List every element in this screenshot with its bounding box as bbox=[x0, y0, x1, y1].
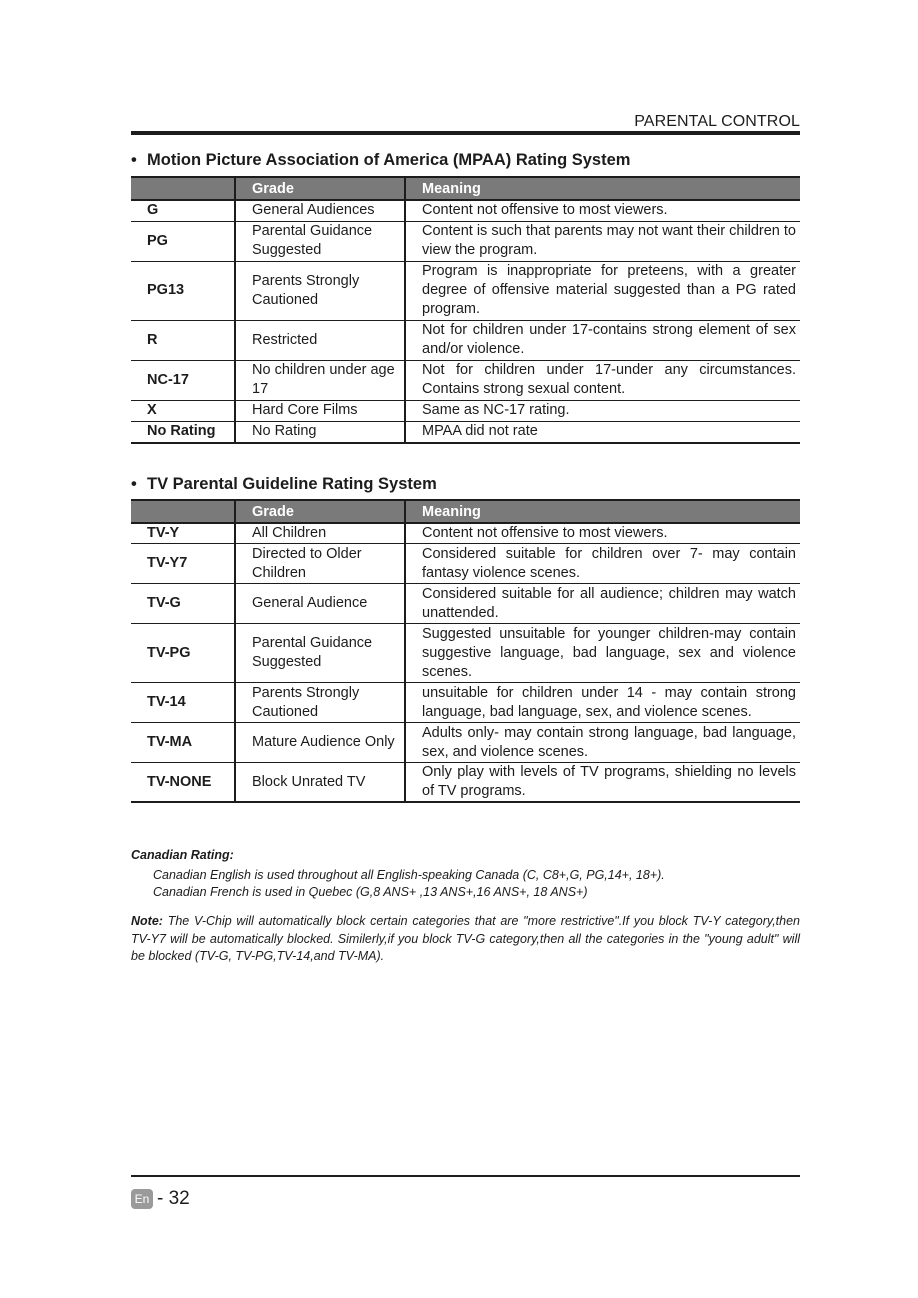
header-grade-cell: Grade bbox=[235, 177, 405, 200]
table-row bbox=[131, 221, 800, 261]
header-rule bbox=[131, 131, 800, 135]
rating-meaning-cell: Content is such that parents may not want their children to view the program. bbox=[405, 221, 800, 261]
header-grade-cell: Grade bbox=[235, 500, 405, 523]
rating-code-cell: TV-G bbox=[131, 584, 235, 624]
table-header-row bbox=[131, 177, 800, 200]
table-row bbox=[131, 360, 800, 400]
rating-grade-cell: General Audiences bbox=[235, 200, 405, 221]
canadian-english-line: Canadian English is used throughout all English-speaking Canada (C, C8+,G, PG,14+, 18+). bbox=[153, 868, 665, 882]
canadian-rating-title: Canadian Rating: bbox=[131, 848, 234, 862]
rating-grade-cell: All Children bbox=[235, 523, 405, 544]
language-badge: En bbox=[131, 1189, 153, 1209]
rating-grade-cell: No children under age 17 bbox=[235, 360, 405, 400]
mpaa-rating-table bbox=[131, 176, 800, 444]
table-row bbox=[131, 544, 800, 584]
note-label: Note: bbox=[131, 914, 163, 928]
rating-grade-cell: General Audience bbox=[235, 584, 405, 624]
rating-code-cell: TV-14 bbox=[131, 683, 235, 723]
header-meaning-cell: Meaning bbox=[405, 500, 800, 523]
table-row bbox=[131, 320, 800, 360]
rating-code-cell: G bbox=[131, 200, 235, 221]
tv-heading bbox=[131, 475, 437, 494]
table-row bbox=[131, 763, 800, 803]
rating-meaning-cell: Same as NC-17 rating. bbox=[405, 400, 800, 421]
rating-code-cell: No Rating bbox=[131, 421, 235, 443]
rating-code-cell: X bbox=[131, 400, 235, 421]
rating-grade-cell: Hard Core Films bbox=[235, 400, 405, 421]
bullet-icon: • bbox=[131, 475, 137, 493]
tv-heading-text: TV Parental Guideline Rating System bbox=[147, 475, 437, 493]
rating-grade-cell: Parents Strongly Cautioned bbox=[235, 683, 405, 723]
header-code-cell bbox=[131, 177, 235, 200]
rating-grade-cell: Restricted bbox=[235, 320, 405, 360]
rating-meaning-cell: Suggested unsuitable for younger children-may contain suggestive language, bad language, sex and violence scenes. bbox=[405, 624, 800, 683]
header-code-cell bbox=[131, 500, 235, 523]
rating-code-cell: TV-NONE bbox=[131, 763, 235, 803]
table-row bbox=[131, 523, 800, 544]
table-row bbox=[131, 421, 800, 443]
rating-code-cell: TV-Y7 bbox=[131, 544, 235, 584]
page-header-title: PARENTAL CONTROL bbox=[634, 113, 800, 130]
mpaa-heading bbox=[131, 151, 630, 170]
table-row bbox=[131, 723, 800, 763]
rating-grade-cell: Mature Audience Only bbox=[235, 723, 405, 763]
rating-grade-cell: Parents Strongly Cautioned bbox=[235, 261, 405, 320]
table-header-row bbox=[131, 500, 800, 523]
rating-meaning-cell: Program is inappropriate for preteens, with a greater degree of offensive material suggested than a PG rated program. bbox=[405, 261, 800, 320]
bullet-icon: • bbox=[131, 151, 137, 169]
table-row bbox=[131, 624, 800, 683]
header-meaning-cell: Meaning bbox=[405, 177, 800, 200]
rating-meaning-cell: Considered suitable for children over 7- may contain fantasy violence scenes. bbox=[405, 544, 800, 584]
mpaa-heading-text: Motion Picture Association of America (MPAA) Rating System bbox=[147, 151, 631, 169]
rating-meaning-cell: Considered suitable for all audience; children may watch unattended. bbox=[405, 584, 800, 624]
rating-meaning-cell: Not for children under 17-contains strong element of sex and/or violence. bbox=[405, 320, 800, 360]
page-number: - 32 bbox=[157, 1188, 190, 1209]
rating-meaning-cell: Adults only- may contain strong language, bad language, sex, and violence scenes. bbox=[405, 723, 800, 763]
rating-code-cell: TV-PG bbox=[131, 624, 235, 683]
rating-code-cell: PG bbox=[131, 221, 235, 261]
rating-code-cell: PG13 bbox=[131, 261, 235, 320]
table-row bbox=[131, 584, 800, 624]
rating-grade-cell: Parental Guidance Suggested bbox=[235, 221, 405, 261]
footer-rule bbox=[131, 1175, 800, 1177]
rating-code-cell: R bbox=[131, 320, 235, 360]
rating-grade-cell: Directed to Older Children bbox=[235, 544, 405, 584]
rating-code-cell: TV-MA bbox=[131, 723, 235, 763]
tv-rating-table bbox=[131, 499, 800, 803]
table-row bbox=[131, 683, 800, 723]
rating-grade-cell: Parental Guidance Suggested bbox=[235, 624, 405, 683]
canadian-french-line: Canadian French is used in Quebec (G,8 ANS+ ,13 ANS+,16 ANS+, 18 ANS+) bbox=[153, 885, 588, 899]
table-row bbox=[131, 200, 800, 221]
rating-code-cell: TV-Y bbox=[131, 523, 235, 544]
rating-meaning-cell: Only play with levels of TV programs, shielding no levels of TV programs. bbox=[405, 763, 800, 803]
table-row bbox=[131, 400, 800, 421]
rating-grade-cell: No Rating bbox=[235, 421, 405, 443]
rating-meaning-cell: Content not offensive to most viewers. bbox=[405, 200, 800, 221]
rating-code-cell: NC-17 bbox=[131, 360, 235, 400]
note-text: The V-Chip will automatically block certain categories that are "more restrictive".If you block TV-Y category,then TV-Y7 will be automatically blocked. Similerly,if you block TV-G category,then all the categories in the "young adult" will be blocked (TV-G, TV-PG,TV-14,and TV-MA). bbox=[131, 914, 800, 963]
note-paragraph bbox=[131, 913, 800, 966]
rating-grade-cell: Block Unrated TV bbox=[235, 763, 405, 803]
table-row bbox=[131, 261, 800, 320]
rating-meaning-cell: Not for children under 17-under any circumstances. Contains strong sexual content. bbox=[405, 360, 800, 400]
rating-meaning-cell: unsuitable for children under 14 - may contain strong language, bad language, sex, and violence scenes. bbox=[405, 683, 800, 723]
rating-meaning-cell: Content not offensive to most viewers. bbox=[405, 523, 800, 544]
rating-meaning-cell: MPAA did not rate bbox=[405, 421, 800, 443]
